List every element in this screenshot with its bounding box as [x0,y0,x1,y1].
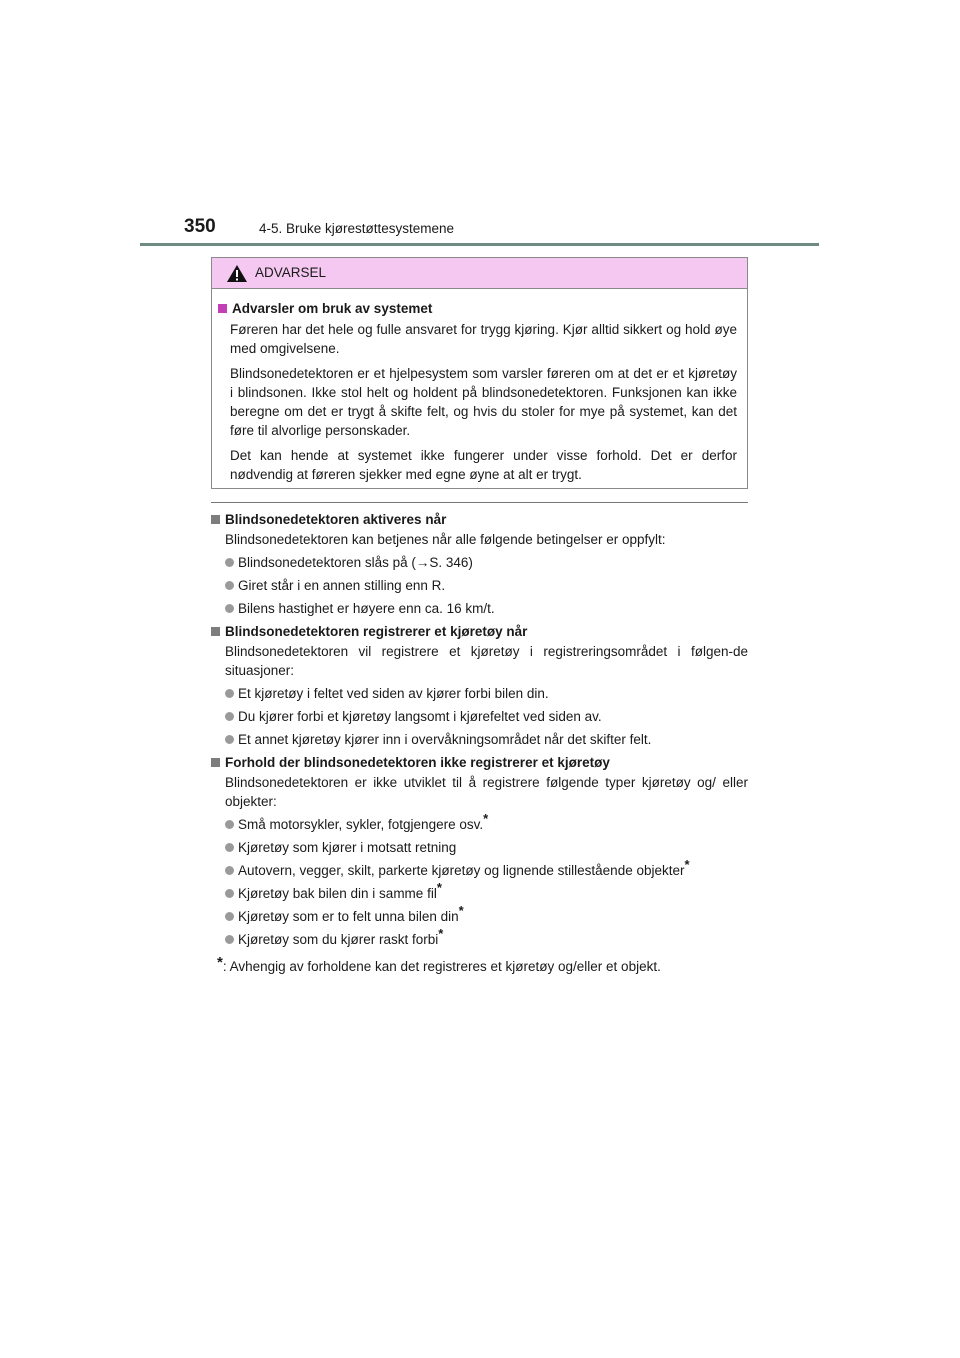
warning-header [212,258,747,289]
bullet-dot-icon [225,712,234,721]
section-heading-text: Blindsonedetektoren registrerer et kjøretøy når [225,624,528,639]
bullet-dot-icon [225,866,234,875]
section-intro: Blindsonedetektoren kan betjenes når alle følgende betingelser er oppfylt: [225,532,666,547]
section-heading [211,622,748,641]
section-intro: Blindsonedetektoren er ikke utviklet til å registrere følgende typer kjøretøy og/ eller objekter: [225,775,748,809]
bullet-dot-icon [225,935,234,944]
section-heading-text: Forhold der blindsonedetektoren ikke registrerer et kjøretøy [225,755,610,770]
asterisk-mark: * [438,926,444,941]
asterisk-mark: * [436,880,442,895]
warning-paragraph: Det kan hende at systemet ikke fungerer under visse forhold. Det er derfor nødvendig at føreren sjekker med egne øyne at alt er trygt. [230,448,737,482]
page-number: 350 [184,216,216,237]
warning-heading [218,301,737,316]
bullet-dot-icon [225,558,234,567]
list-item: Du kjører forbi et kjøretøy langsomt i kjørefeltet ved siden av. [225,707,748,726]
bullet-dot-icon [225,820,234,829]
bullet-dot-icon [225,689,234,698]
asterisk-mark: * [684,857,690,872]
bullet-dot-icon [225,843,234,852]
warning-paragraph: Føreren har det hele og fulle ansvaret for trygg kjøring. Kjør alltid sikkert og hold øye med omgivelsene. [230,322,737,356]
square-bullet-icon [211,758,220,767]
square-bullet-icon [211,515,220,524]
section-divider [211,502,748,503]
list-item: Et annet kjøretøy kjører inn i overvåkningsområdet når det skifter felt. [225,730,748,749]
warning-paragraph: Blindsonedetektoren er et hjelpesystem som varsler føreren om at det er et kjøretøy i blindsonen. Ikke stol helt og holdent på blindsonedetektoren. Funksjonen kan ikke beregne om det er trygt å skifte felt, og hvis du stoler for mye på systemet, kan det føre til alvorlige personskader. [230,366,737,438]
bullet-dot-icon [225,604,234,613]
footnote [217,953,748,976]
warning-triangle-icon [226,264,248,283]
bullet-dot-icon [225,581,234,590]
list-item: Autovern, vegger, skilt, parkerte kjøretøy og lignende stillestående objekter* [225,861,748,880]
square-bullet-icon [211,627,220,636]
warning-box [211,257,748,489]
list-item: Giret står i en annen stilling enn R. [225,576,748,595]
bullet-dot-icon [225,735,234,744]
list-item: Kjøretøy som er to felt unna bilen din* [225,907,748,926]
list-item: Små motorsykler, sykler, fotgjengere osv.* [225,815,748,834]
header-rule [140,243,819,246]
list-item: Et kjøretøy i feltet ved siden av kjører forbi bilen din. [225,684,748,703]
bullet-dot-icon [225,912,234,921]
warning-heading-text: Advarsler om bruk av systemet [232,301,433,316]
section-title: 4-5. Bruke kjørestøttesystemene [259,221,455,236]
section-heading [211,510,748,529]
main-content [211,510,748,976]
list-item: Kjøretøy som du kjører raskt forbi* [225,930,748,949]
bullet-dot-icon [225,889,234,898]
list-item: Blindsonedetektoren slås på (→S. 346) [225,553,748,572]
warning-title: ADVARSEL [255,265,327,280]
footnote-text: : Avhengig av forholdene kan det registreres et kjøretøy og/eller et objekt. [222,959,661,974]
section-heading-text: Blindsonedetektoren aktiveres når [225,512,447,527]
asterisk-mark: * [458,903,464,918]
section-intro: Blindsonedetektoren vil registrere et kjøretøy i registreringsområdet i følgen-de situasjoner: [225,644,748,678]
warning-body [212,289,747,484]
square-bullet-icon [218,304,227,313]
list-item: Bilens hastighet er høyere enn ca. 16 km/t. [225,599,748,618]
list-item: Kjøretøy bak bilen din i samme fil* [225,884,748,903]
section-heading [211,753,748,772]
footnote-marker: * [217,954,223,971]
list-item: Kjøretøy som kjører i motsatt retning [225,838,748,857]
asterisk-mark: * [483,811,489,826]
